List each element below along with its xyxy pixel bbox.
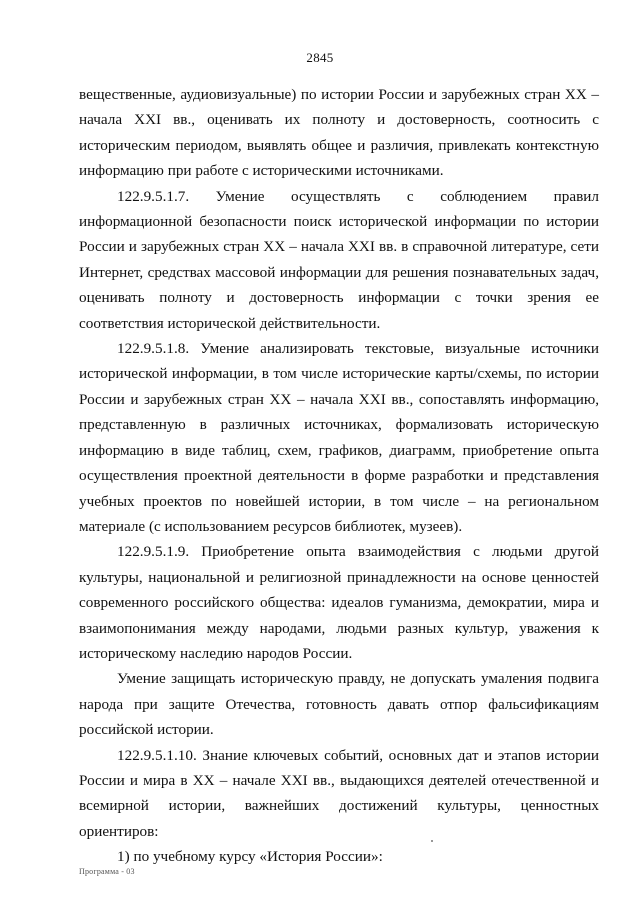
scan-speck bbox=[431, 840, 433, 842]
page-number: 2845 bbox=[306, 50, 334, 65]
paragraph-continuation: вещественные, аудиовизуальные) по истории России и зарубежных стран XX – начала XXI вв., оценивать их полноту и достоверность, соотносить с историческим периодом, выявлять общее и различия, привлекать контекстную информацию при работе с историческими источниками. bbox=[79, 86, 599, 180]
footer-program-label: Программа - 03 bbox=[79, 867, 135, 876]
paragraph-historical-truth: Умение защищать историческую правду, не допускать умаления подвига народа при защите Отечества, готовность давать отпор фальсификациям российской истории. bbox=[79, 670, 599, 739]
document-body bbox=[79, 82, 599, 870]
paragraph-122-9-5-1-8: 122.9.5.1.8. Умение анализировать текстовые, визуальные источники исторической информации, в том числе исторические карты/схемы, по истории России и зарубежных стран XX – начала XXI вв., сопоставлять информацию, представленную в различных источниках, формализовать историческую информацию в виде таблиц, схем, графиков, диаграмм, приобретение опыта осуществления проектной деятельности в форме разработки и представления учебных проектов по новейшей истории, в том числе – на региональном материале (с использованием ресурсов библиотек, музеев). bbox=[79, 340, 599, 535]
paragraph-122-9-5-1-7: 122.9.5.1.7. Умение осуществлять с соблюдением правил информационной безопасности поиск исторической информации по истории России и зарубежных стран XX – начала XXI вв. в справочной литературе, сети Интернет, средствах массовой информации для решения познавательных задач, оценивать полноту и достоверность информации с точки зрения ее соответствия исторической действительности. bbox=[79, 187, 599, 332]
list-item-russian-history-course: 1) по учебному курсу «История России»: bbox=[117, 848, 383, 866]
paragraph-122-9-5-1-10: 122.9.5.1.10. Знание ключевых событий, основных дат и этапов истории России и мира в XX – начале XXI вв., выдающихся деятелей отечественной и всемирной истории, важнейших достижений культуры, ценностных ориентиров: bbox=[79, 746, 599, 840]
paragraph-122-9-5-1-9: 122.9.5.1.9. Приобретение опыта взаимодействия с людьми другой культуры, национальной и религиозной принадлежности на основе ценностей современного российского общества: идеалов гуманизма, демократии, мира и взаимопонимания между народами, людьми разных культур, уважения к историческому наследию народов России. bbox=[79, 543, 599, 662]
